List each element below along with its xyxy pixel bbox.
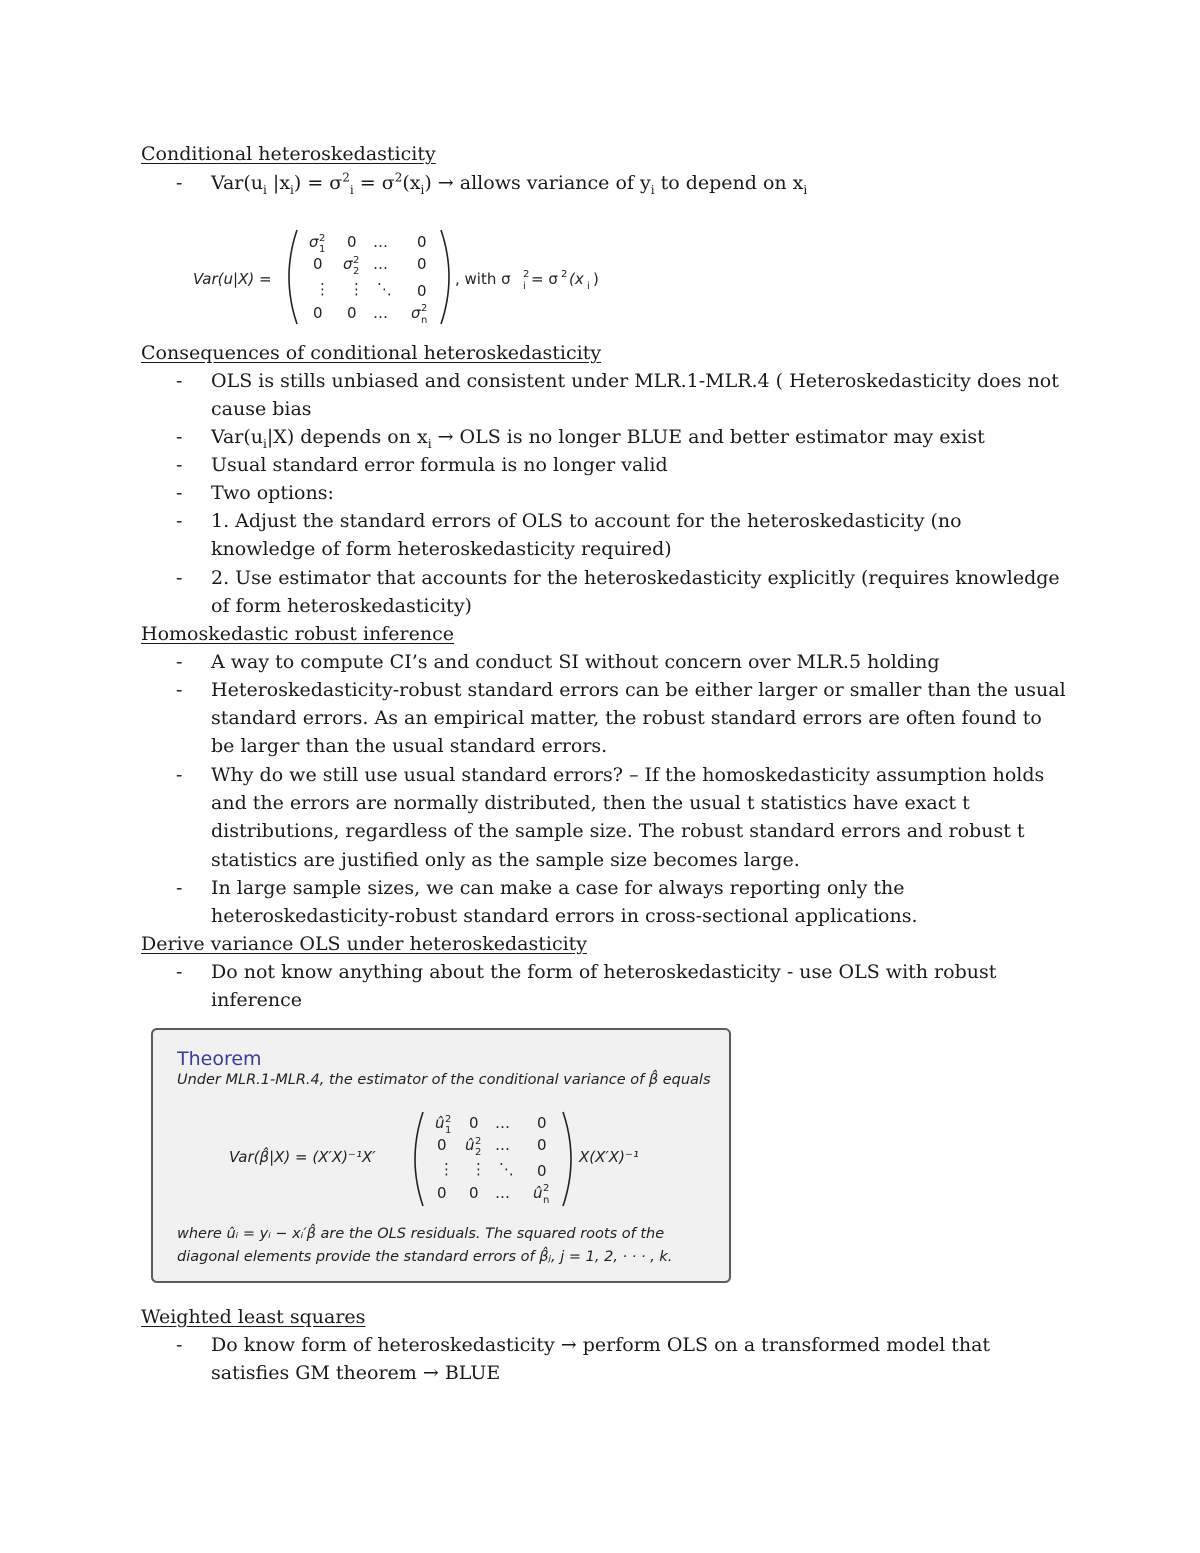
heading-weighted-least-squares: Weighted least squares (141, 1306, 366, 1328)
svg-text:…: … (373, 304, 388, 322)
heading-consequences: Consequences of conditional heteroskedasticity (141, 342, 602, 364)
svg-text:2: 2 (561, 269, 568, 280)
svg-text:⋱: ⋱ (499, 1160, 514, 1178)
eq-lhs: Var(u|X) = (193, 270, 272, 288)
theorem-note-line2: diagonal elements provide the standard errors of β̂ⱼ, j = 1, 2, · · · , k. (177, 1249, 673, 1265)
svg-text:= σ: = σ (531, 270, 558, 288)
svg-text:û: û (533, 1184, 543, 1202)
theorem-box (151, 1028, 731, 1283)
svg-text:2: 2 (475, 1147, 482, 1158)
svg-text:0: 0 (417, 255, 427, 273)
svg-text:2: 2 (523, 269, 530, 280)
svg-text:0: 0 (417, 282, 427, 300)
svg-text:σ: σ (343, 255, 353, 273)
svg-text:û: û (465, 1136, 475, 1154)
svg-text:2: 2 (421, 303, 428, 314)
svg-text:0: 0 (347, 233, 357, 251)
theorem-title: Theorem (177, 1048, 262, 1070)
heading-conditional-heteroskedasticity: Conditional heteroskedasticity (141, 143, 436, 165)
svg-text:2: 2 (353, 255, 360, 266)
bullet-text: Heteroskedasticity-robust standard errors can be either larger or smaller than the usual standard errors. As an empirical matter, the robust standard errors are often found to be larger than the usual standard errors. (211, 679, 1066, 758)
svg-text:0: 0 (313, 255, 323, 273)
svg-text:…: … (495, 1114, 510, 1132)
bullet-text: Why do we still use usual standard errors? – If the homoskedasticity assumption holds and the errors are normally distributed, then the usual t statistics have exact t distributions, regardless of the sample size. The robust standard errors and robust t statistics are justified only as the sample size becomes large. (211, 764, 1045, 871)
svg-text:2: 2 (353, 266, 360, 277)
theorem-note-line1: where ûᵢ = yᵢ − xᵢ′β̂ are the OLS residuals. The squared roots of the (177, 1226, 665, 1242)
svg-text:0: 0 (469, 1114, 479, 1132)
right-paren (563, 1112, 571, 1206)
theorem-rhs: X(X′X)⁻¹ (579, 1148, 639, 1166)
svg-text:⋱: ⋱ (377, 280, 392, 298)
bullet-text: Do not know anything about the form of heteroskedasticity - use OLS with robust inference (211, 961, 997, 1012)
svg-text:σ: σ (411, 304, 421, 322)
bullet-text: $Var(u_i|X)$ depends on $x_i$ → OLS is no longer BLUE and better estimator may exist (211, 426, 985, 451)
bullet-text: Do know form of heteroskedasticity → perform OLS on a transformed model that satisfies GM theorem → BLUE (211, 1334, 991, 1385)
svg-text:…: … (373, 255, 388, 273)
svg-text:0: 0 (437, 1184, 447, 1202)
theorem-lhs: Var(β̂|X) = (X′X)⁻¹X′ (229, 1148, 376, 1166)
svg-text:1: 1 (319, 244, 326, 255)
svg-text:0: 0 (313, 304, 323, 322)
bullet-text: A way to compute CI’s and conduct SI without concern over MLR.5 holding (211, 651, 940, 673)
svg-text:n: n (543, 1195, 550, 1206)
svg-text:σ: σ (309, 233, 319, 251)
svg-text:2: 2 (543, 1183, 550, 1194)
bullet-text: Usual standard error formula is no longer valid (211, 454, 668, 476)
svg-text:): ) (593, 270, 599, 288)
svg-text:…: … (495, 1136, 510, 1154)
svg-text:2: 2 (475, 1136, 482, 1147)
right-paren (441, 230, 449, 324)
svg-text:i: i (587, 281, 590, 292)
svg-text:1: 1 (445, 1125, 452, 1136)
left-paren (415, 1112, 423, 1206)
svg-text:0: 0 (537, 1114, 547, 1132)
bullet-text: $Var(u_i$ $|x_i) = \sigma^2_i = \sigma^2(x_i)$ → allows variance of $y_i$ to depend on $x_i$ (211, 170, 808, 197)
svg-text:⋮: ⋮ (471, 1160, 486, 1178)
svg-text:0: 0 (347, 304, 357, 322)
heading-robust-inference: Homoskedastic robust inference (141, 623, 454, 645)
svg-text:, with σ: , with σ (455, 270, 511, 288)
svg-text:i: i (523, 281, 526, 292)
svg-text:(x: (x (569, 270, 584, 288)
theorem-statement: Under MLR.1-MLR.4, the estimator of the conditional variance of β̂ equals (177, 1072, 711, 1088)
svg-text:⋮: ⋮ (315, 280, 330, 298)
svg-text:…: … (495, 1184, 510, 1202)
svg-text:0: 0 (469, 1184, 479, 1202)
variance-matrix-equation (185, 222, 625, 332)
svg-text:0: 0 (537, 1162, 547, 1180)
bullet-text: 1. Adjust the standard errors of OLS to account for the heteroskedasticity (no knowledge of form heteroskedasticity required) (211, 510, 962, 561)
svg-text:0: 0 (437, 1136, 447, 1154)
svg-text:…: … (373, 233, 388, 251)
robust-variance-equation (223, 1106, 663, 1212)
left-paren (289, 230, 297, 324)
svg-text:0: 0 (417, 233, 427, 251)
svg-text:n: n (421, 315, 428, 326)
bullet-text: OLS is stills unbiased and consistent under MLR.1-MLR.4 ( Heteroskedasticity does not cause bias (211, 370, 1059, 421)
svg-text:2: 2 (319, 233, 326, 244)
svg-text:0: 0 (537, 1136, 547, 1154)
svg-text:2: 2 (445, 1114, 452, 1125)
bullet-text: Two options: (211, 482, 334, 504)
svg-text:⋮: ⋮ (349, 280, 364, 298)
svg-text:⋮: ⋮ (439, 1160, 454, 1178)
heading-derive-variance: Derive variance OLS under heteroskedasticity (141, 933, 588, 955)
document-page: Conditional heteroskedasticity - $Var(u_i$ $|x_i) = \sigma^2_i = \sigma^2(x_i)$ → allows variance of $y_i$ to depend on $x_i$ Var(u|X) = σ 2 1 0 … 0 0 σ 2 2 … 0 ⋮ ⋮ ⋱ 0 0 0 … σ 2 n , with σ 2 i = σ 2 (x i ) Consequences of conditional heteroskedasticity - OLS is stills unbiased and consistent under MLR.1-MLR.4 ( Heteroskedasticity does not cause bias - $Var(u_i|X)$ depends on $x_i$ → OLS is no longer BLUE and better estimator may exist - Usual standard error formula is no longer valid - Two options: - 1. Adjust the standard errors of OLS to account for the heteroskedasticity (no knowledge of form heteroskedasticity required) - 2. Use estimator that accounts for the heteroskedasticity explicitly (requires knowledge of form heteroskedasticity) Homoskedastic robust inference - A way to compute CI’s and conduct SI without concern over MLR.5 holding - Heteroskedasticity-robust standard errors can be either larger or smaller than the usual standard errors. As an empirical matter, the robust standard errors are often found to be larger than the usual standard errors. - Why do we still use usual standard errors? – If the homoskedasticity assumption holds and the errors are normally distributed, then the usual t statistics have exact t distributions, regardless of the sample size. The robust standard errors and robust t statistics are justified only as the sample size becomes large. - In large sample sizes, we can make a case for always reporting only the heteroskedasticity-robust standard errors in cross-sectional applications. Derive variance OLS under heteroskedasticity - Do not know anything about the form of heteroskedasticity - use OLS with robust inference Theorem Under MLR.1-MLR.4, the estimator of the conditional variance of β̂ equals Var(β̂|X) = (X′X)⁻¹X′ û 2 1 0 … 0 0 û 2 2 … 0 ⋮ ⋮ ⋱ 0 0 0 … û 2 n X(X′X)⁻¹ where ûᵢ = yᵢ − xᵢ′β̂ are the OLS residuals. The squared roots of the diagonal elements provide the standard errors of β̂ⱼ, j = 1, 2, · · · , k. Weighted least squares - Do know form of heteroskedasticity → perform OLS on a transformed model that satisfies GM theorem → BLUE (0, 0, 1200, 1553)
svg-text:û: û (435, 1114, 445, 1132)
bullet-text: In large sample sizes, we can make a case for always reporting only the heteroskedasticity-robust standard errors in cross-sectional applications. (211, 877, 918, 928)
bullet-text: 2. Use estimator that accounts for the heteroskedasticity explicitly (requires knowledge of form heteroskedasticity) (211, 567, 1060, 618)
